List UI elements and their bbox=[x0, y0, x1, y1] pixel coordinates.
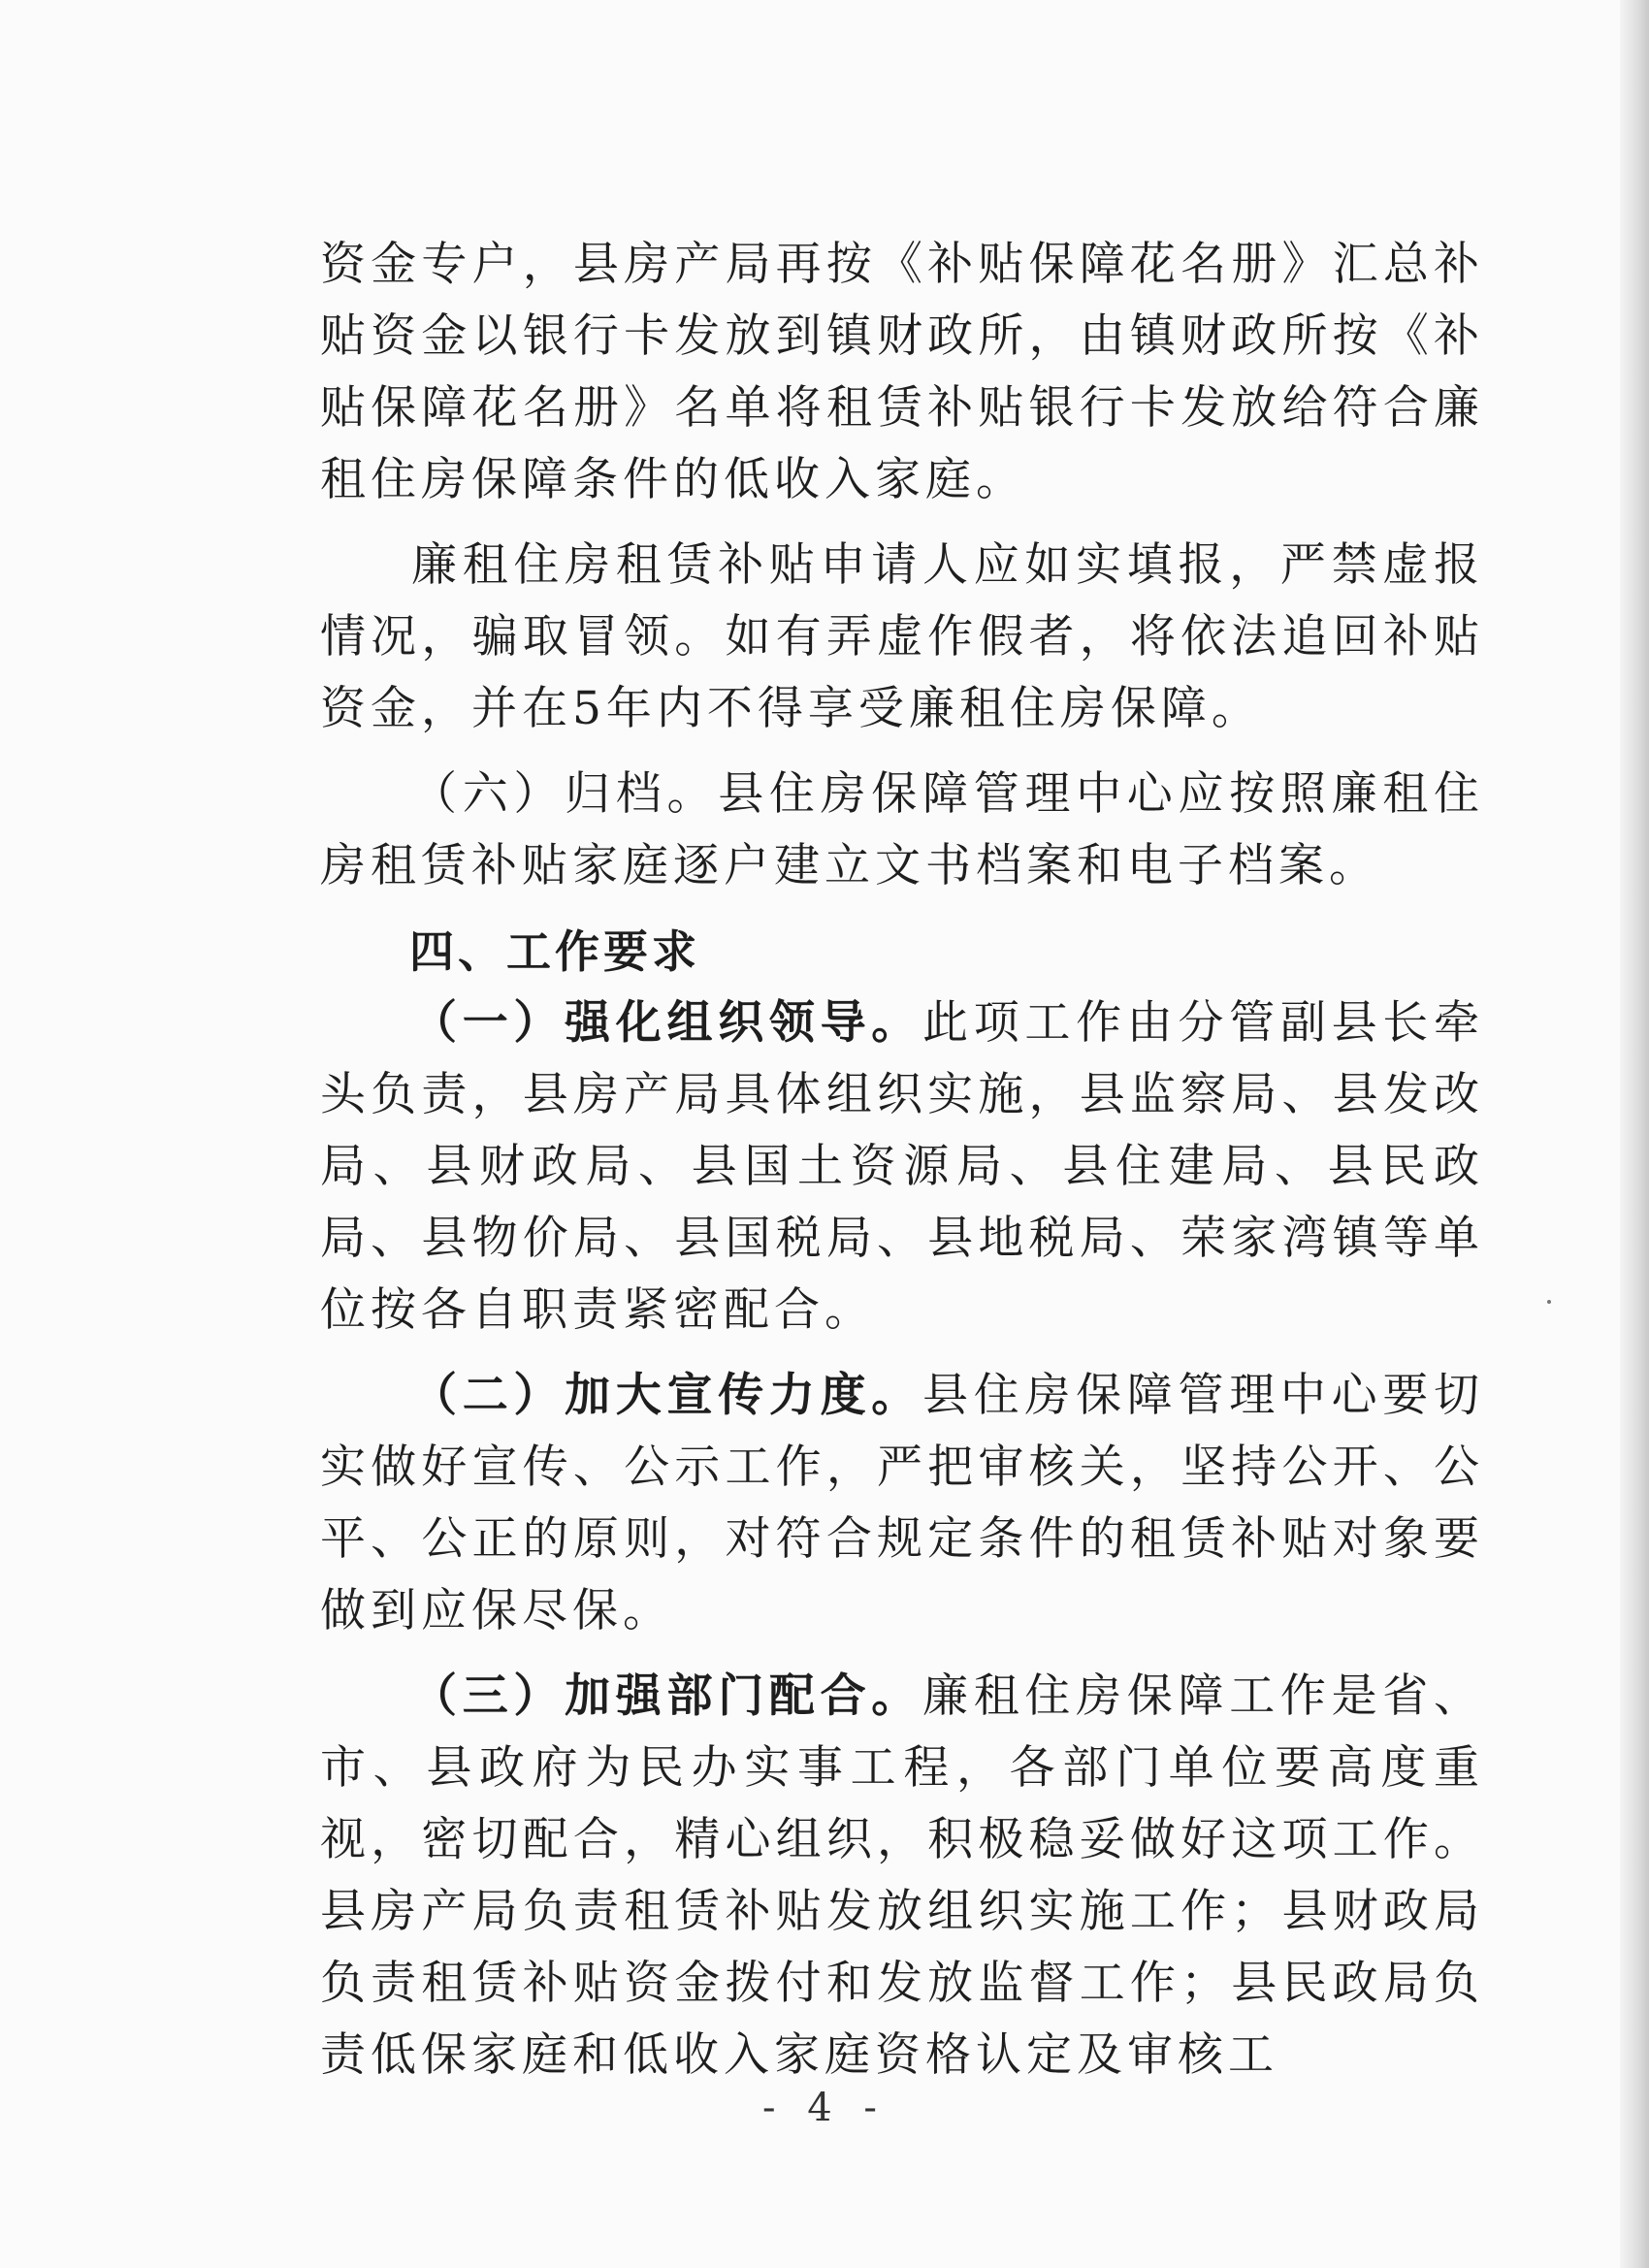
paragraph-requirement-leadership bbox=[320, 988, 1484, 1346]
requirement-text-coordination: 廉租住房保障工作是省、市、县政府为民办实事工程，各部门单位要高度重视，密切配合，精心组织，积极稳妥做好这项工作。县房产局负责租赁补贴发放组织实施工作；县财政局负责租赁补贴资金拨付和发放监督工作；县民政局负责低保家庭和低收入家庭资格认定及审核工 bbox=[320, 1669, 1484, 2082]
page-number: - 4 - bbox=[762, 2086, 887, 2130]
binding-edge bbox=[1620, 0, 1649, 2268]
requirement-lead-leadership: （一）强化组织领导。 bbox=[411, 996, 922, 1050]
requirement-lead-coordination: （三）加强部门配合。 bbox=[411, 1669, 922, 1723]
paragraph-requirement-publicity bbox=[320, 1360, 1484, 1647]
paragraph-disbursement-tail: 资金专户，县房产局再按《补贴保障花名册》汇总补贴资金以银行卡发放到镇财政所，由镇财政所按《补贴保障花名册》名单将租赁补贴银行卡发放给符合廉租住房保障条件的低收入家庭。 bbox=[320, 238, 1484, 506]
section-heading-work-requirements: 四、工作要求 bbox=[409, 925, 700, 978]
requirement-text-publicity: 县住房保障管理中心要切实做好宣传、公示工作，严把审核关，坚持公开、公平、公正的原则，对符合规定条件的租赁补贴对象要做到应保尽保。 bbox=[320, 1369, 1484, 1637]
paragraph-fraud-warning: 廉租住房租赁补贴申请人应如实填报，严禁虚报情况，骗取冒领。如有弄虚作假者，将依法追回补贴资金，并在5年内不得享受廉租住房保障。 bbox=[320, 538, 1484, 735]
scan-speck bbox=[1547, 1300, 1551, 1304]
requirement-text-leadership: 此项工作由分管副县长牵头负责，县房产局具体组织实施，县监察局、县发改局、县财政局、县国土资源局、县住建局、县民政局、县物价局、县国税局、县地税局、荣家湾镇等单位按各自职责紧密配合。 bbox=[320, 996, 1484, 1337]
document-body bbox=[320, 229, 1484, 2091]
requirement-lead-publicity: （二）加大宣传力度。 bbox=[411, 1369, 922, 1422]
paragraph-archiving: （六）归档。县住房保障管理中心应按照廉租住房租赁补贴家庭逐户建立文书档案和电子档案。 bbox=[320, 767, 1484, 892]
paragraph-requirement-coordination bbox=[320, 1661, 1484, 2091]
